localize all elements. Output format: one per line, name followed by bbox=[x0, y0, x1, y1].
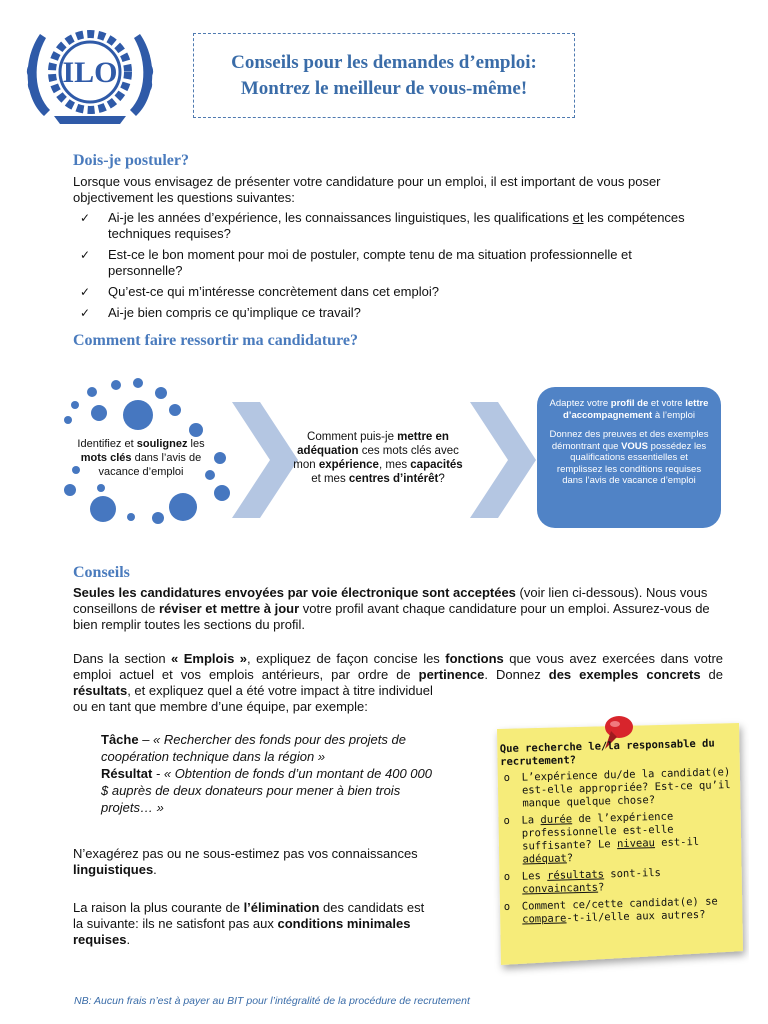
list-item: ✓ Est-ce le bon moment pour moi de postuler, compte tenu de ma situation professionnelle et personnelle? bbox=[80, 247, 632, 278]
checklist-item-text: Ai-je les années d’expérience, les connaissances linguistiques, les qualifications et les compétences techniques requises? bbox=[108, 210, 685, 241]
step-adapt-profile: Adaptez votre profil de et votre lettre d’accompagnement à l’emploi Donnez des preuves et des exemples démontrant que VOUS possédez les qualifications essentielles et remplissez les conditions requises dans l’avis de vacance d’emploi bbox=[537, 387, 721, 528]
note-item: o Les résultats sont-ils convaincants? bbox=[503, 866, 662, 896]
tips-paragraph-2b: ou en tant que membre d’une équipe, par exemple: bbox=[73, 699, 368, 714]
note-content bbox=[499, 737, 740, 928]
list-item: ✓ Ai-je bien compris ce qu’implique ce travail? bbox=[80, 305, 361, 320]
heading-tips: Conseils bbox=[73, 564, 130, 581]
footer-note: NB: Aucun frais n’est à payer au BIT pour l’intégralité de la procédure de recrutement bbox=[74, 995, 470, 1007]
title-line1: Conseils pour les demandes d’emploi: bbox=[231, 51, 537, 73]
tips-paragraph-1: Seules les candidatures envoyées par voie électronique sont acceptées (voir lien ci-dessous). Nous vous conseillons de réviser et mettre à jour votre profil avant chaque candidature pour un emploi. Assurez-vous de bien remplir toutes les sections du profil. bbox=[73, 585, 710, 632]
step-match-keywords: Comment puis-je mettre en adéquation ces mots clés avec mon expérience, mes capacités et mes centres d’intérêt? bbox=[293, 431, 463, 485]
logo-text: ILO bbox=[62, 56, 118, 89]
step-identify-keywords: Identifiez et soulignez les mots clés dans l’avis de vacance d’emploi bbox=[77, 438, 205, 478]
list-item: ✓ Qu’est-ce qui m’intéresse concrètement dans cet emploi? bbox=[80, 284, 439, 299]
check-icon: ✓ bbox=[80, 285, 91, 299]
note-title: Que recherche le/la responsable du recrutement? bbox=[499, 737, 715, 769]
title-line2: Montrez le meilleur de vous-même! bbox=[240, 77, 528, 99]
note-item: o L’expérience du/de la candidat(e) est-elle appropriée? Est-ce qu’il manque quelque chose? bbox=[503, 766, 731, 810]
tips-paragraph-3: N’exagérez pas ou ne sous-estimez pas vos connaissances linguistiques. bbox=[73, 846, 418, 877]
tips-paragraph-2: Dans la section « Emplois », expliquez de façon concise les fonctions que vous avez exercées dans votre emploi actuel et vos emplois antérieurs, par ordre de pertinence. Donnez des exemples concrets de résultats, et expliquez quel a été votre impact à titre individuel bbox=[73, 651, 724, 698]
heading-should-i-apply: Dois-je postuler? bbox=[73, 152, 189, 169]
result-example: Résultat - « Obtention de fonds d’un montant de 400 000 $ auprès de deux donateurs pour mener à bien trois projets… » bbox=[101, 766, 432, 815]
check-icon: ✓ bbox=[80, 211, 91, 225]
task-example: Tâche – « Rechercher des fonds pour des projets de coopération technique dans la région » bbox=[101, 732, 406, 764]
example-block bbox=[101, 731, 437, 816]
intro-text: Lorsque vous envisagez de présenter votre candidature pour un emploi, il est important de vous poser objectivement les questions suivantes: bbox=[73, 174, 661, 205]
checklist bbox=[78, 210, 698, 326]
heading-stand-out: Comment faire ressortir ma candidature? bbox=[73, 332, 358, 349]
note-item: o La durée de l’expérience professionnelle est-elle suffisante? Le niveau est-il adéquat? bbox=[503, 810, 700, 866]
note-item: o Comment ce/cette candidat(e) se compare-t-il/elle aux autres? bbox=[503, 895, 718, 926]
ilo-emblem-icon bbox=[20, 20, 160, 132]
check-icon: ✓ bbox=[80, 306, 91, 320]
check-icon: ✓ bbox=[80, 248, 91, 262]
chevron-right-icon bbox=[470, 402, 536, 518]
list-item bbox=[78, 210, 698, 242]
title-box bbox=[193, 33, 575, 118]
tips-paragraph-4: La raison la plus courante de l’élimination des candidats est la suivante: ils ne satisfont pas aux conditions minimales requises. bbox=[73, 900, 425, 947]
